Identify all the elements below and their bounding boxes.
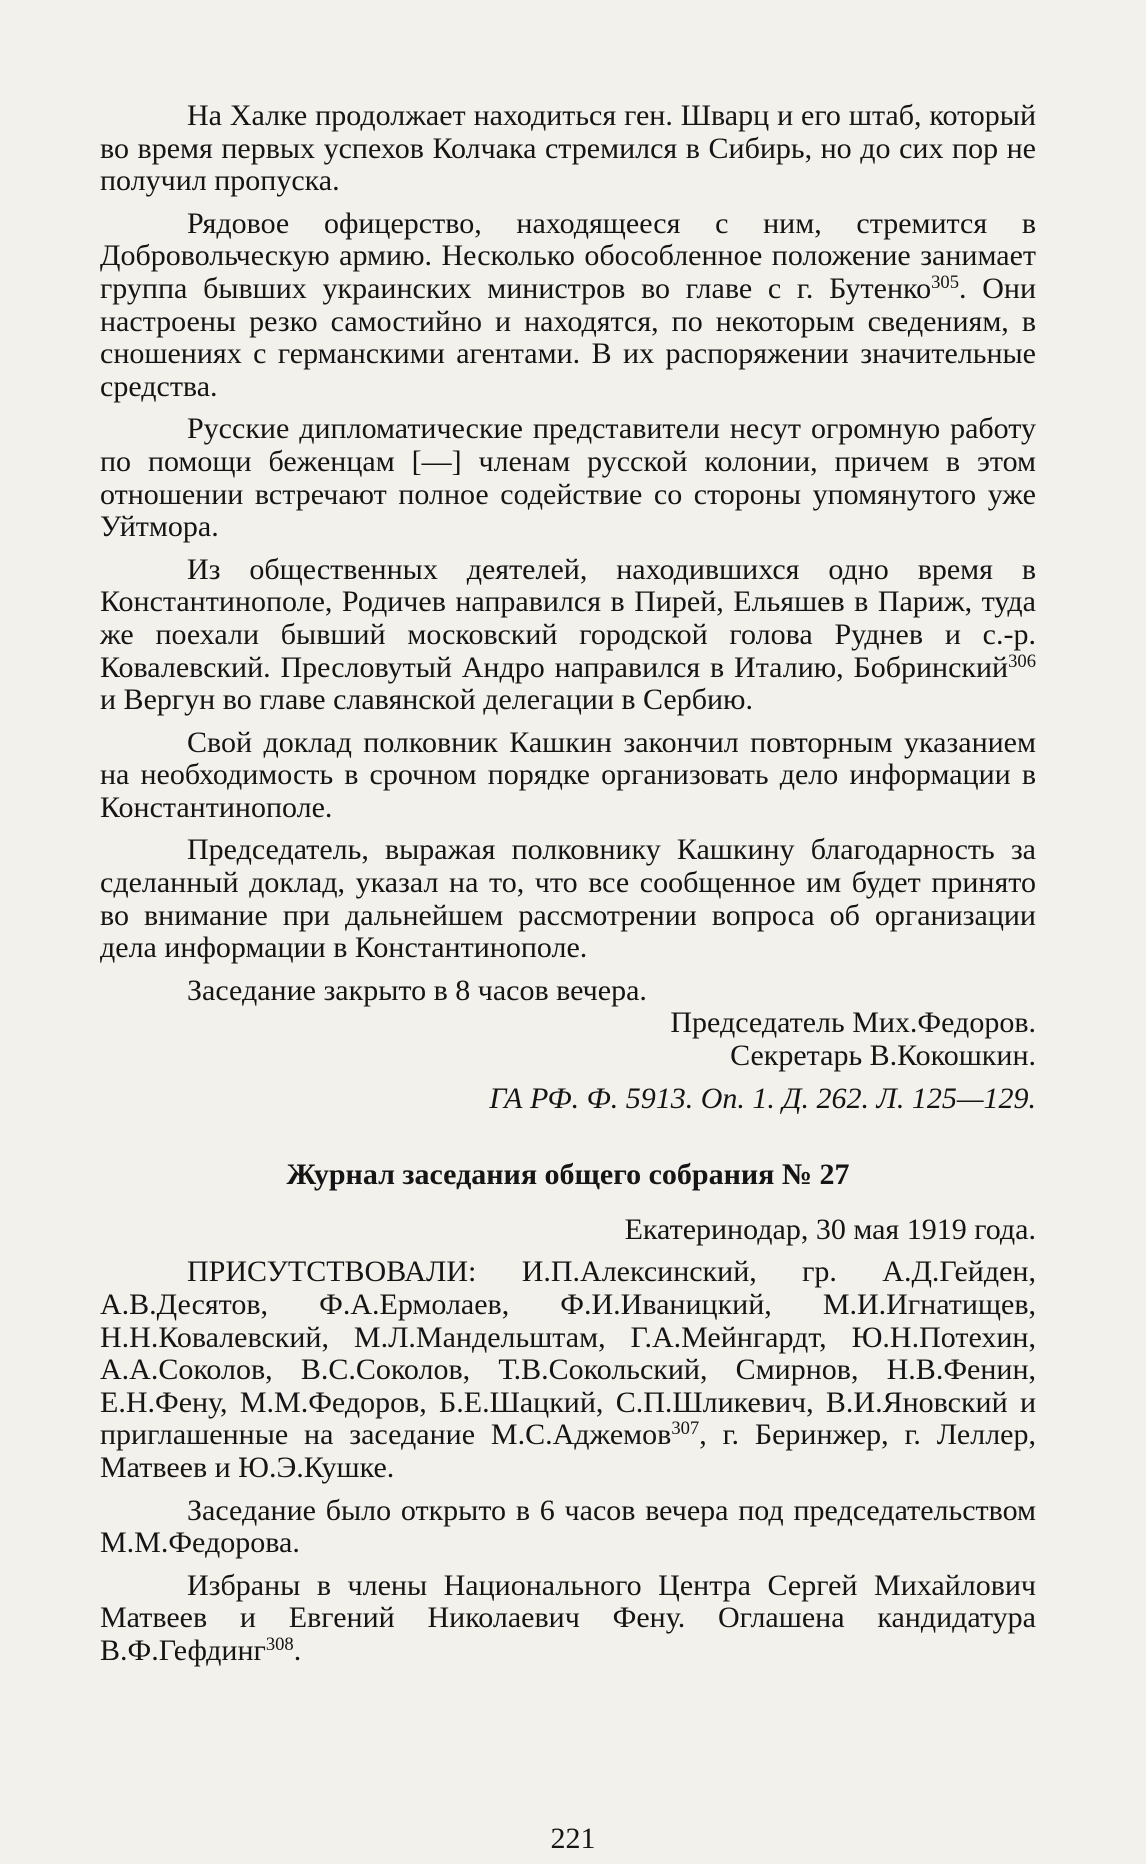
paragraph-public-figures: Из общественных деятелей, находившихся одно время в Константинополе, Родичев направился в Пирей, Ельяшев в Париж, туда же поехали бывший московский городской голова Руднев и с.-р. Ковалевский. Пресловутый Андро направился в Италию, Бобринский$^{306}$ и Вергун во главе славянской делегации в Сербию. (100, 552, 1036, 717)
paragraph-diplomats: Русские дипломатические представители несут огромную работу по помощи беженцам [—] членам русской колонии, причем в этом отношении встречают полное содействие со стороны упомянутого уже Уйтмора. (100, 412, 1036, 544)
page-number: 221 (550, 1822, 596, 1855)
footnote-ref-307: 307 (671, 1418, 700, 1440)
footnote-ref-305: 305 (931, 271, 959, 293)
paragraph-meeting-opened: Заседание было открыто в 6 часов вечера под председательством М.М.Федорова. (100, 1493, 1036, 1560)
footnote-ref-308: 308 (265, 1633, 294, 1655)
signature-chairman: Председатель Мих.Федоров. (670, 1006, 1036, 1040)
place-date: Екатеринодар, 30 мая 1919 года. (624, 1212, 1036, 1246)
signature-secretary: Секретарь В.Кокошкин. (730, 1039, 1036, 1073)
archive-reference: ГА РФ. Ф. 5913. Оп. 1. Д. 262. Л. 125—129. (489, 1081, 1036, 1115)
paragraph-attendees: ПРИСУТСТВОВАЛИ: И.П.Алексинский, гр. А.Д.Гейден, А.В.Десятов, Ф.А.Ермолаев, Ф.И.Иваницкий, М.И.Игнатищев, Н.Н.Ковалевский, М.Л.Мандельштам, Г.А.Мейнгардт, Ю.Н.Потехин, А.А.Соколов, В.С.Соколов, Т.В.Сокольский, Смирнов, Н.В.Фенин, Е.Н.Фену, М.М.Федоров, Б.Е.Шацкий, С.П.Шликевич, В.И.Яновский и приглашенные на заседание М.С.Аджемов$^{307}$, г. Беринжер, г. Леллер, Матвеев и Ю.Э.Кушке. (100, 1255, 1036, 1484)
paragraph-elected-members: Избраны в члены Национального Центра Сергей Михайлович Матвеев и Евгений Николаевич Фену. Оглашена кандидатура В.Ф.Гефдинг$^{308}$. (100, 1568, 1036, 1667)
page-body (100, 100, 1036, 1668)
footnote-ref-306: 306 (1008, 650, 1036, 672)
paragraph-officers: Рядовое офицерство, находящееся с ним, стремится в Добровольческую армию. Несколько обособленное положение занимает группа бывших украинских министров во главе с г. Бутенко$^{305}$. Они настроены резко самостийно и находятся, по некоторым сведениям, в сношениях с германскими агентами. В их распоряжении значительные средства. (100, 206, 1036, 403)
section-heading: Журнал заседания общего собрания № 27 (286, 1158, 850, 1192)
paragraph-chairman-thanks: Председатель, выражая полковнику Кашкину благодарность за сделанный доклад, указал на то, что все сообщенное им будет принято во внимание при дальнейшем рассмотрении вопроса об организации дела информации в Константинополе. (100, 833, 1036, 965)
paragraph-shvarts: На Халке продолжает находиться ген. Шварц и его штаб, который во время первых успехов Колчака стремился в Сибирь, но до сих пор не получил пропуска. (100, 99, 1036, 198)
paragraph-kashkin-report: Свой доклад полковник Кашкин закончил повторным указанием на необходимость в срочном порядке организовать дело информации в Константинополе. (100, 725, 1036, 824)
paragraph-meeting-closed: Заседание закрыто в 8 часов вечера. (187, 973, 647, 1007)
